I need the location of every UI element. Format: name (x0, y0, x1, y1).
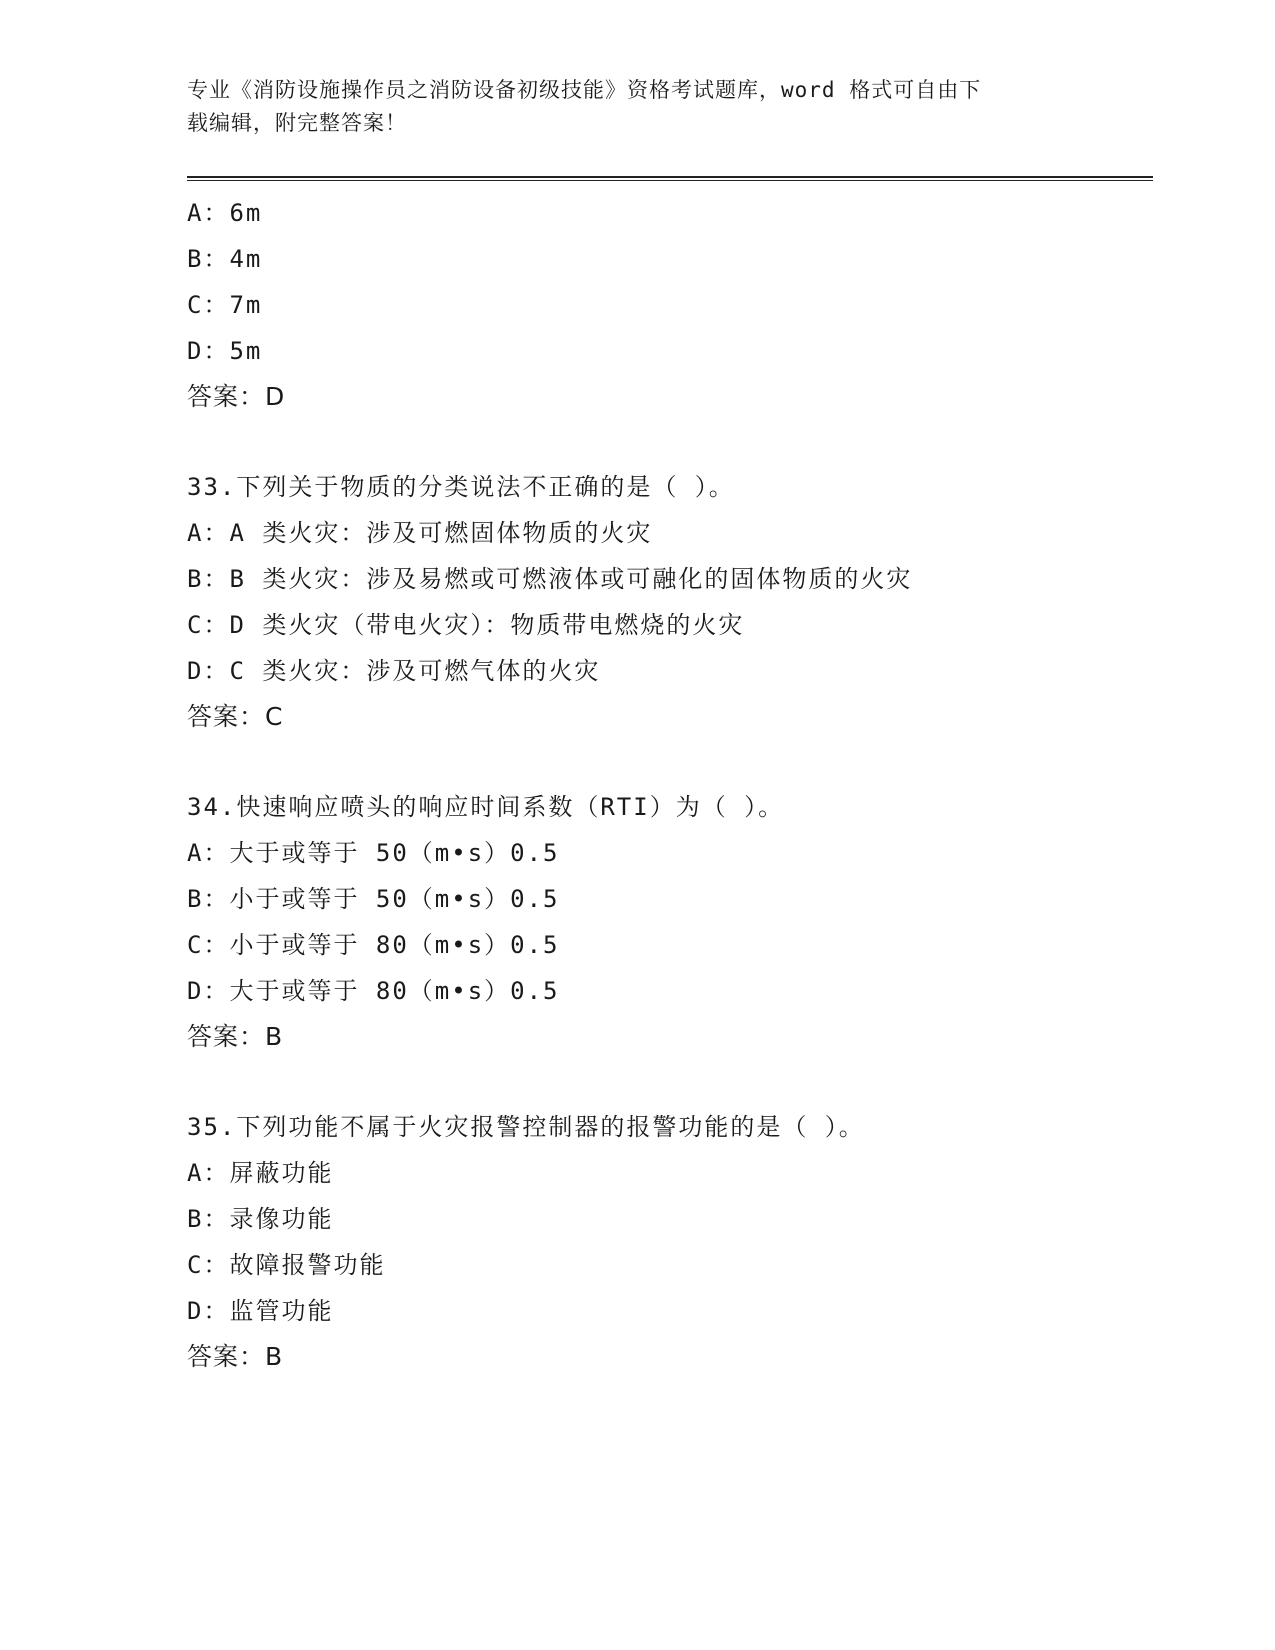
option-a: A：6m (187, 199, 263, 227)
question-block-34 (187, 784, 1153, 1060)
question-block-33 (187, 464, 1153, 740)
option-d: D：监管功能 (187, 1297, 334, 1325)
option-b: B：录像功能 (187, 1205, 334, 1233)
option-c: C：小于或等于 80（m•s）0.5 (187, 931, 560, 959)
question-list (187, 190, 1153, 1380)
option-d: D：大于或等于 80（m•s）0.5 (187, 977, 560, 1005)
header-line-2: 载编辑，附完整答案！ (187, 111, 407, 135)
question-block-35 (187, 1104, 1153, 1380)
option-b: B：4m (187, 245, 263, 273)
option-b: B：B 类火灾：涉及易燃或可燃液体或可融化的固体物质的火灾 (187, 565, 913, 593)
option-a: A：大于或等于 50（m•s）0.5 (187, 839, 560, 867)
answer-line: 答案：C (187, 702, 284, 731)
answer-line: 答案：D (187, 382, 286, 411)
option-a: A：A 类火灾：涉及可燃固体物质的火灾 (187, 519, 653, 547)
option-c: C：D 类火灾（带电火灾）：物质带电燃烧的火灾 (187, 611, 745, 639)
answer-line: 答案：B (187, 1342, 284, 1371)
option-d: D：C 类火灾：涉及可燃气体的火灾 (187, 657, 601, 685)
option-c: C：7m (187, 291, 263, 319)
option-b: B：小于或等于 50（m•s）0.5 (187, 885, 560, 913)
question-block-32 (187, 190, 1153, 420)
header-divider (187, 176, 1153, 181)
document-header (187, 74, 1087, 140)
option-d: D：5m (187, 337, 263, 365)
option-a: A：屏蔽功能 (187, 1159, 334, 1187)
question-text: 35.下列功能不属于火灾报警控制器的报警功能的是（ ）。 (187, 1113, 865, 1141)
answer-line: 答案：B (187, 1022, 284, 1051)
option-c: C：故障报警功能 (187, 1251, 386, 1279)
question-text: 34.快速响应喷头的响应时间系数（RTI）为（ ）。 (187, 793, 785, 821)
question-text: 33.下列关于物质的分类说法不正确的是（ ）。 (187, 473, 735, 501)
header-line-1: 专业《消防设施操作员之消防设备初级技能》资格考试题库，word 格式可自由下 (187, 78, 982, 102)
